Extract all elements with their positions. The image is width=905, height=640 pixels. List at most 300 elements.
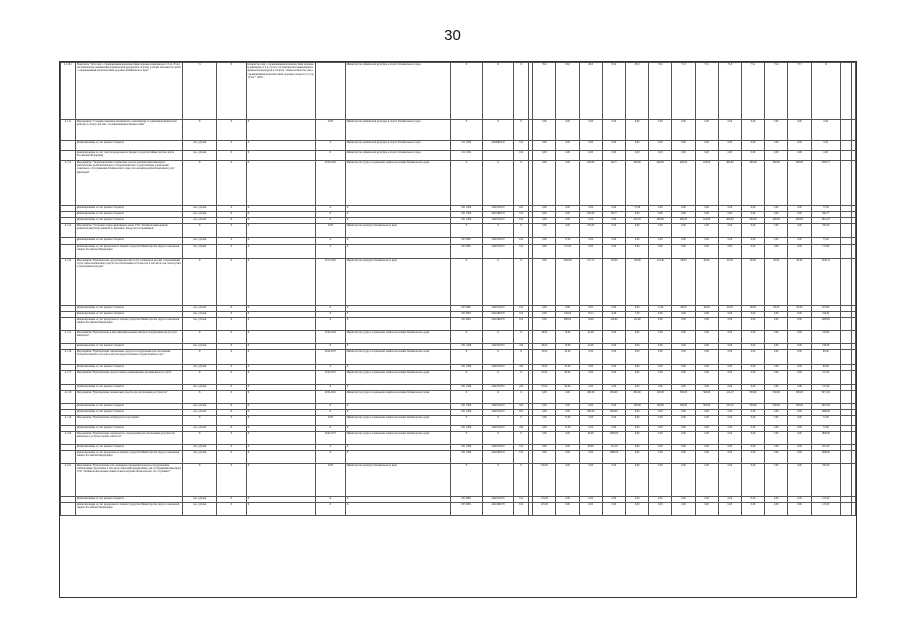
cell-csr: X bbox=[514, 371, 529, 385]
cell-v2024: 0,00 bbox=[718, 350, 741, 365]
cell-v2022: 0,00 bbox=[672, 151, 695, 161]
cell-unit: тыс. рублей bbox=[183, 426, 217, 432]
measure-row bbox=[61, 464, 856, 497]
cell-v2027: 0,00 bbox=[788, 312, 811, 318]
cell-v2028: 2924,70 bbox=[811, 218, 841, 224]
cell-unit: тыс. рублей bbox=[183, 212, 217, 218]
cell-v2018: 0,00 bbox=[579, 497, 602, 503]
cell-v2025: 400,00 bbox=[741, 218, 764, 224]
cell-v2021: 0,00 bbox=[649, 238, 672, 245]
cell-executor: X bbox=[345, 344, 450, 350]
cell-v2020: 0,00 bbox=[626, 350, 649, 365]
cell-grbs: 001 1006 bbox=[451, 212, 483, 218]
cell-c3: X bbox=[316, 344, 346, 350]
cell-grbs: 001 1006 bbox=[451, 365, 483, 371]
cell-v2026: 0,00 bbox=[765, 426, 788, 432]
cell-executor: Министерство труда и социальной защиты населения Забайкальского края bbox=[345, 416, 450, 426]
cell-v2025: 0,00 bbox=[741, 206, 764, 212]
cell-csr: 242 bbox=[514, 385, 529, 391]
cell-unit: тыс. рублей bbox=[183, 245, 217, 259]
cell-v2025: 90,00 bbox=[741, 259, 764, 306]
cell-c3: X bbox=[316, 385, 346, 391]
cell-v2022: 0,00 bbox=[672, 503, 695, 516]
cell-c3: 2016-2016 bbox=[316, 331, 346, 344]
cell-v2027: 0,00 bbox=[788, 426, 811, 432]
cell-v2027: 0,00 bbox=[788, 120, 811, 141]
cell-v2017: 0,00 bbox=[556, 206, 579, 212]
cell-v2025: 0,00 bbox=[741, 416, 764, 426]
cell-rzpr: X bbox=[482, 161, 514, 206]
cell-c2: X bbox=[246, 312, 316, 318]
cell-v2021: 0,00 bbox=[649, 312, 672, 318]
cell-name: финансирование за счет краевого бюджета bbox=[75, 426, 183, 432]
cell-v2025: 0,00 bbox=[741, 451, 764, 464]
cell-unit: тыс. рублей bbox=[183, 306, 217, 312]
cell-v2019: 0,00 bbox=[602, 344, 625, 350]
cell-v2022: 0,00 bbox=[672, 238, 695, 245]
cell-v2027: 0,00 bbox=[788, 365, 811, 371]
cell-v2016: 0,00 bbox=[533, 120, 556, 141]
cell-v2024: 400,00 bbox=[718, 161, 741, 206]
cell-v2026: 0,00 bbox=[765, 344, 788, 350]
cell-v2027: 400,00 bbox=[788, 218, 811, 224]
cell-v2017: 0,00 bbox=[556, 224, 579, 238]
cell-v2019: 0,00 bbox=[602, 218, 625, 224]
cell-v2026: 0,00 bbox=[765, 224, 788, 238]
cell-unit: X bbox=[183, 350, 217, 365]
cell-v2026: 0,00 bbox=[765, 238, 788, 245]
cell-no bbox=[61, 451, 76, 464]
cell-v2026: 90,00 bbox=[765, 306, 788, 312]
cell-v2025: 0,00 bbox=[741, 141, 764, 151]
cell-csr: 612 bbox=[514, 218, 529, 224]
cell-v2018: 0,00 bbox=[579, 503, 602, 516]
cell-v2025: 0,00 bbox=[741, 385, 764, 391]
cell-v2028: 0,00 bbox=[811, 151, 841, 161]
cell-rzpr: 2440102270 bbox=[482, 426, 514, 432]
cell-v2016: 125,00 bbox=[533, 497, 556, 503]
cell-v2024: 0,00 bbox=[718, 410, 741, 416]
cell-unit: тыс. рублей bbox=[183, 141, 217, 151]
cell-grbs: X bbox=[451, 350, 483, 365]
measure-row bbox=[61, 432, 856, 445]
cell-v2022: 0,00 bbox=[672, 331, 695, 344]
cell-c3: X bbox=[316, 445, 346, 451]
cell-grbs: X bbox=[451, 259, 483, 306]
cell-csr: X bbox=[514, 161, 529, 206]
cell-v2025: 500,00 bbox=[741, 391, 764, 404]
cell-name: финансирование за счет средств федерального бюджета (средства Министерства спорта Российской Федерации) bbox=[75, 151, 183, 161]
budget-table-body bbox=[61, 63, 856, 516]
cell-unit: тыс. рублей bbox=[183, 451, 217, 464]
cell-v2018: 0,00 bbox=[579, 141, 602, 151]
cell-rzpr: 2440102270 bbox=[482, 404, 514, 410]
cell-name: финансирование за счет краевого бюджета bbox=[75, 206, 183, 212]
cell-v2028: 125,00 bbox=[811, 497, 841, 503]
cell-v2018: 480,00 bbox=[579, 410, 602, 416]
cell-name: финансирование за счет федерального бюджета (средства Министерства труда и социальной защиты Российской Федерации) bbox=[75, 451, 183, 464]
cell-v2019: 0,00 bbox=[602, 404, 625, 410]
cell-v2019: 0,00 bbox=[602, 245, 625, 259]
cell-executor: Министерство труда и социальной защиты населения Забайкальского края bbox=[345, 371, 450, 385]
cell-v2022: 0,00 bbox=[672, 318, 695, 331]
cell-v2024: 0,00 bbox=[718, 451, 741, 464]
cell-v2028: 1480,00 bbox=[811, 318, 841, 331]
cell-v2017: 72,00 bbox=[556, 416, 579, 426]
cell-v2016: 0,00 bbox=[533, 410, 556, 416]
cell-v2016: 0,00 bbox=[533, 312, 556, 318]
cell-v2020: 300,00 bbox=[626, 161, 649, 206]
financing-row bbox=[61, 245, 856, 259]
cell-v2022: 0,00 bbox=[672, 365, 695, 371]
cell-v2018: 0,00 bbox=[579, 218, 602, 224]
cell-v2021: 0,00 bbox=[649, 410, 672, 416]
cell-v2026: 0,00 bbox=[765, 385, 788, 391]
cell-unit: X bbox=[183, 331, 217, 344]
cell-v2020: 75,38 bbox=[626, 206, 649, 212]
cell-unit: тыс. рублей bbox=[183, 312, 217, 318]
cell-c2: X bbox=[246, 206, 316, 212]
cell-v2026: 0,00 bbox=[765, 212, 788, 218]
cell-executor: X bbox=[345, 245, 450, 259]
cell-v2023: 0,00 bbox=[695, 120, 718, 141]
cell-csr: X bbox=[514, 224, 529, 238]
cell-grbs: 511 1004 bbox=[451, 151, 483, 161]
cell-c3: X bbox=[316, 497, 346, 503]
cell-grbs: 001 1006 bbox=[451, 385, 483, 391]
cell-grbs: X bbox=[451, 464, 483, 497]
cell-v2021: 0,00 bbox=[649, 371, 672, 385]
financing-row bbox=[61, 141, 856, 151]
cell-c1: X bbox=[217, 385, 247, 391]
cell-unit: X bbox=[183, 120, 217, 141]
cell-c1: X bbox=[217, 120, 247, 141]
cell-v2025: 0,00 bbox=[741, 120, 764, 141]
cell-v2030 bbox=[851, 416, 855, 426]
cell-v2027: 0,00 bbox=[788, 331, 811, 344]
cell-rzpr: 24401R0270 bbox=[482, 212, 514, 218]
cell-executor: X bbox=[345, 212, 450, 218]
cell-no: 4.1.18 bbox=[61, 391, 76, 404]
cell-v2020: 0,00 bbox=[626, 497, 649, 503]
cell-c2: X bbox=[246, 451, 316, 464]
cell-v2018: 90,00 bbox=[579, 445, 602, 451]
cell-c2: X bbox=[246, 385, 316, 391]
cell-v2020: 0,00 bbox=[626, 385, 649, 391]
cell-executor: Министерство труда и социальной защиты населения Забайкальского края bbox=[345, 161, 450, 206]
cell-v2028: 250,00 bbox=[811, 224, 841, 238]
cell-v2021: 0,00 bbox=[649, 445, 672, 451]
cell-v2017: 0,00 bbox=[556, 141, 579, 151]
cell-v2016: 67,00 bbox=[533, 385, 556, 391]
cell-v2019: 0,00 bbox=[602, 120, 625, 141]
cell-v2028: 1080,00 bbox=[811, 410, 841, 416]
cell-v2027: 500,00 bbox=[788, 404, 811, 410]
cell-v2020: 0,00 bbox=[626, 331, 649, 344]
cell-name: финансирование за счет краевого бюджета bbox=[75, 141, 183, 151]
cell-v2018: 0,00 bbox=[579, 151, 602, 161]
cell-v2021: 0,00 bbox=[649, 464, 672, 497]
cell-unit: X bbox=[183, 259, 217, 306]
cell-c2: X bbox=[246, 120, 316, 141]
cell-v2023: 0,00 bbox=[695, 331, 718, 344]
cell-v2016: 0,00 bbox=[533, 416, 556, 426]
cell-v2023: 73,1 bbox=[695, 63, 718, 120]
cell-executor: X bbox=[345, 385, 450, 391]
cell-c1: X bbox=[217, 245, 247, 259]
cell-v2016: 0,00 bbox=[533, 426, 556, 432]
cell-v2021: 0,00 bbox=[649, 212, 672, 218]
cell-v2022: 0,00 bbox=[672, 497, 695, 503]
cell-executor: Министерство физической культуры и спорта Забайкальского края bbox=[345, 63, 450, 120]
measure-row bbox=[61, 161, 856, 206]
cell-v2026: 0,00 bbox=[765, 318, 788, 331]
cell-c1: X bbox=[217, 63, 247, 120]
measure-row bbox=[61, 416, 856, 426]
cell-grbs: X bbox=[451, 224, 483, 238]
cell-v2023: 98,49 bbox=[695, 259, 718, 306]
cell-v2017: 0,00 bbox=[556, 432, 579, 445]
cell-v2028: 158,00 bbox=[811, 344, 841, 350]
cell-v2017: 0,00 bbox=[556, 212, 579, 218]
cell-rzpr: X bbox=[482, 464, 514, 497]
cell-c1: X bbox=[217, 497, 247, 503]
cell-v2028: 1688,50 bbox=[811, 451, 841, 464]
cell-grbs: X bbox=[451, 416, 483, 426]
cell-v2024: 412,50 bbox=[718, 391, 741, 404]
cell-v2021: 0,00 bbox=[649, 151, 672, 161]
cell-v2029 bbox=[841, 371, 852, 385]
cell-v2028: 0,00 bbox=[811, 120, 841, 141]
cell-v2026: 0,00 bbox=[765, 151, 788, 161]
cell-c3: 2016 bbox=[316, 224, 346, 238]
cell-unit: % bbox=[183, 63, 217, 120]
cell-c1: X bbox=[217, 141, 247, 151]
cell-c3: X bbox=[316, 245, 346, 259]
cell-v2027: 0,00 bbox=[788, 141, 811, 151]
cell-v2022: 0,00 bbox=[672, 371, 695, 385]
cell-v2017: 76,00 bbox=[556, 331, 579, 344]
cell-rzpr: X bbox=[482, 432, 514, 445]
cell-v2025: 0,00 bbox=[741, 365, 764, 371]
cell-v2022: 0,00 bbox=[672, 344, 695, 350]
cell-v2024: 0,00 bbox=[718, 416, 741, 426]
cell-v2016: 125,00 bbox=[533, 503, 556, 516]
cell-v2024: 0,00 bbox=[718, 497, 741, 503]
cell-v2024: 0,00 bbox=[718, 245, 741, 259]
cell-v2020: 0,00 bbox=[626, 371, 649, 385]
cell-v2030 bbox=[851, 331, 855, 344]
cell-csr: 612 bbox=[514, 141, 529, 151]
cell-v2020: 224,70 bbox=[626, 218, 649, 224]
cell-v2016: 35,6 bbox=[533, 63, 556, 120]
cell-v2028: 125,00 bbox=[811, 503, 841, 516]
cell-v2019: 0,00 bbox=[602, 416, 625, 426]
cell-grbs: X bbox=[451, 120, 483, 141]
cell-v2023: 0,00 bbox=[695, 503, 718, 516]
cell-v2026: 0,00 bbox=[765, 331, 788, 344]
cell-v2021: 0,00 bbox=[649, 344, 672, 350]
cell-v2027: 0,00 bbox=[788, 385, 811, 391]
cell-v2022: 71,3 bbox=[672, 63, 695, 120]
cell-c1: X bbox=[217, 391, 247, 404]
cell-v2020: 100,00 bbox=[626, 404, 649, 410]
cell-v2025: 0,00 bbox=[741, 245, 764, 259]
cell-name: Мероприятие "Установка в многоквартирных домах ГУК "Забайкальский краевой драматический театр имени Н.А. Березина" пандусов и подъемников" bbox=[75, 224, 183, 238]
cell-v2024: 0,00 bbox=[718, 365, 741, 371]
cell-v2029 bbox=[841, 120, 852, 141]
cell-v2017: 0,00 bbox=[556, 497, 579, 503]
cell-v2026: 500,00 bbox=[765, 404, 788, 410]
cell-v2022: 0,00 bbox=[672, 312, 695, 318]
cell-v2020: 0,00 bbox=[626, 445, 649, 451]
cell-executor: X bbox=[345, 426, 450, 432]
cell-v2018: 0,00 bbox=[579, 120, 602, 141]
cell-v2023: 0,00 bbox=[695, 445, 718, 451]
cell-v2026: 0,00 bbox=[765, 350, 788, 365]
cell-grbs: 001 1006 bbox=[451, 206, 483, 212]
cell-v2026: 0,00 bbox=[765, 464, 788, 497]
cell-unit: тыс. рублей bbox=[183, 218, 217, 224]
budget-table-sheet bbox=[59, 61, 857, 598]
cell-csr: 612 bbox=[514, 245, 529, 259]
measure-row bbox=[61, 331, 856, 344]
cell-name: финансирование за счет краевого бюджета bbox=[75, 365, 183, 371]
cell-unit: X bbox=[183, 416, 217, 426]
cell-v2029 bbox=[841, 350, 852, 365]
cell-v2018: 0,00 bbox=[579, 371, 602, 385]
cell-v2023: 0,00 bbox=[695, 245, 718, 259]
cell-v2025: 0,00 bbox=[741, 371, 764, 385]
cell-grbs: X bbox=[451, 432, 483, 445]
cell-v2029 bbox=[841, 451, 852, 464]
cell-executor: Министерство культуры Забайкальского края bbox=[345, 259, 450, 306]
cell-v2017: 0,00 bbox=[556, 410, 579, 416]
cell-v2023: 0,00 bbox=[695, 464, 718, 497]
cell-v2017: 1000,00 bbox=[556, 259, 579, 306]
cell-v2027: 0,00 bbox=[788, 151, 811, 161]
cell-csr: 622 bbox=[514, 206, 529, 212]
cell-name: Мероприятие "Приобретение в многофункциональных центрах оборудования для доступа инвалидов" bbox=[75, 331, 183, 344]
cell-v2017: 45,00 bbox=[556, 350, 579, 365]
cell-v2024: 0,00 bbox=[718, 318, 741, 331]
cell-executor: X bbox=[345, 206, 450, 212]
cell-v2021: 0,00 bbox=[649, 141, 672, 151]
cell-unit: X bbox=[183, 371, 217, 385]
cell-executor: Министерство культуры Забайкальского края bbox=[345, 464, 450, 497]
cell-v2026: 0,00 bbox=[765, 432, 788, 445]
cell-executor: X bbox=[345, 238, 450, 245]
budget-table bbox=[60, 62, 856, 516]
cell-no: 4.1.12 bbox=[61, 161, 76, 206]
cell-v2023: 0,00 bbox=[695, 416, 718, 426]
cell-v2029 bbox=[841, 503, 852, 516]
cell-rzpr: 24401R0270 bbox=[482, 451, 514, 464]
cell-v2025: 0,00 bbox=[741, 445, 764, 451]
financing-row bbox=[61, 238, 856, 245]
cell-no bbox=[61, 318, 76, 331]
cell-c3: X bbox=[316, 365, 346, 371]
cell-v2025: 0,00 bbox=[741, 238, 764, 245]
cell-v2023: 0,00 bbox=[695, 432, 718, 445]
cell-c2: X bbox=[246, 391, 316, 404]
cell-executor: Министерство труда и социальной защиты населения Забайкальского края bbox=[345, 391, 450, 404]
cell-v2019: 65,0 bbox=[602, 63, 625, 120]
cell-v2020: 0,00 bbox=[626, 238, 649, 245]
cell-name: финансирование за счет краевого бюджета bbox=[75, 218, 183, 224]
cell-v2026: 0,00 bbox=[765, 365, 788, 371]
cell-rzpr: 2440150270 bbox=[482, 245, 514, 259]
cell-rzpr: X bbox=[482, 224, 514, 238]
cell-rzpr: 2440102270 bbox=[482, 218, 514, 224]
cell-grbs: 005 0801 bbox=[451, 306, 483, 312]
cell-v2019: 0,00 bbox=[602, 306, 625, 312]
cell-v2020: 0,00 bbox=[626, 410, 649, 416]
cell-v2018: 42,00 bbox=[579, 344, 602, 350]
cell-v2019: 0,00 bbox=[602, 238, 625, 245]
cell-rzpr: X bbox=[482, 63, 514, 120]
cell-csr: 612 bbox=[514, 238, 529, 245]
cell-v2019: 1688,50 bbox=[602, 451, 625, 464]
cell-executor: X bbox=[345, 445, 450, 451]
cell-name: финансирование за счет краевого бюджета bbox=[75, 306, 183, 312]
cell-v2023: 0,00 bbox=[695, 497, 718, 503]
cell-unit: тыс. рублей bbox=[183, 344, 217, 350]
cell-c1: X bbox=[217, 445, 247, 451]
cell-name: Мероприятие "Приобретение средств связи и коммуникации для инвалидов по слуху" bbox=[75, 371, 183, 385]
cell-v2030 bbox=[851, 464, 855, 497]
cell-v2022: 0,00 bbox=[672, 350, 695, 365]
cell-name: финансирование за счет краевого бюджета bbox=[75, 312, 183, 318]
cell-unit: тыс. рублей bbox=[183, 404, 217, 410]
cell-executor: X bbox=[345, 451, 450, 464]
cell-v2025: 400,00 bbox=[741, 161, 764, 206]
cell-v2018: 9,85 bbox=[579, 306, 602, 312]
cell-c2: X bbox=[246, 224, 316, 238]
cell-c1: X bbox=[217, 312, 247, 318]
cell-v2018: 90,00 bbox=[579, 432, 602, 445]
cell-v2016: 250,00 bbox=[533, 464, 556, 497]
cell-v2029 bbox=[841, 63, 852, 120]
cell-v2026: 0,00 bbox=[765, 312, 788, 318]
cell-v2016: 0,00 bbox=[533, 161, 556, 206]
cell-v2019: 0,00 bbox=[602, 141, 625, 151]
cell-csr: 622 bbox=[514, 410, 529, 416]
cell-unit: тыс. рублей bbox=[183, 385, 217, 391]
cell-v2024: 0,00 bbox=[718, 238, 741, 245]
cell-v2022: 0,00 bbox=[672, 206, 695, 212]
cell-v2028: 75,00 bbox=[811, 238, 841, 245]
cell-v2023: 0,00 bbox=[695, 385, 718, 391]
cell-c1: X bbox=[217, 206, 247, 212]
cell-v2022: 0,00 bbox=[672, 451, 695, 464]
cell-c2: X bbox=[246, 259, 316, 306]
cell-v2029 bbox=[841, 391, 852, 404]
cell-name: Мероприятие "Приобретение сурдопереводческих услуг и аппаратов для лиц с нарушениями слуха, тифлотехнических средств для обеспечения доступности, в том числе для слепоглухих, в учреждения культуры" bbox=[75, 259, 183, 306]
cell-csr: X bbox=[514, 391, 529, 404]
cell-c2: X bbox=[246, 416, 316, 426]
cell-v2029 bbox=[841, 416, 852, 426]
cell-v2024: 0,00 bbox=[718, 503, 741, 516]
cell-v2018: 0,00 bbox=[579, 245, 602, 259]
cell-grbs: 511 1004 bbox=[451, 141, 483, 151]
cell-v2016: 0,00 bbox=[533, 141, 556, 151]
cell-v2030 bbox=[851, 141, 855, 151]
cell-grbs: X bbox=[451, 371, 483, 385]
cell-c3 bbox=[316, 63, 346, 120]
cell-v2027: 0,00 bbox=[788, 344, 811, 350]
cell-v2028: 194,82 bbox=[811, 312, 841, 318]
